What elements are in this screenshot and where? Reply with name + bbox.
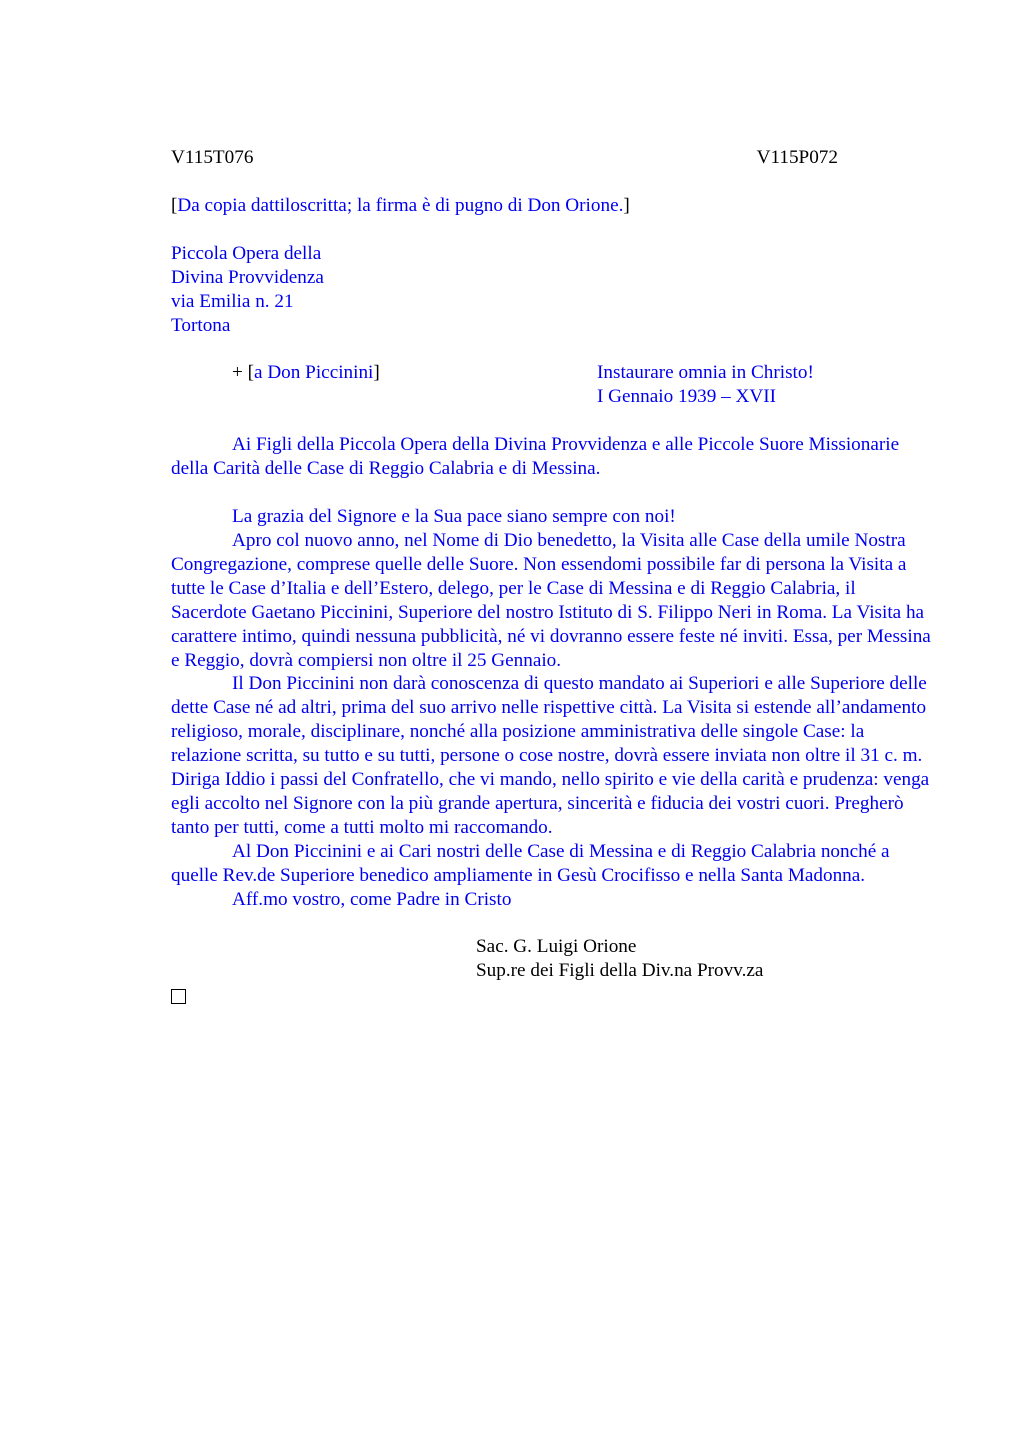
document-codes (171, 146, 931, 170)
letterhead-line: via Emilia n. 21 (171, 290, 294, 312)
salutation: Ai Figli della Piccola Opera della Divina Provvidenza e alle Piccole Suore Missionarie della Carità delle Case di Reggio Calabria e di Messina. (171, 434, 900, 480)
letterhead-line: Tortona (171, 314, 231, 336)
end-box-icon (171, 989, 186, 1004)
letter-page (171, 146, 931, 1004)
addressee-prefix: + [ (232, 362, 255, 384)
addressee-suffix: ] (373, 362, 380, 384)
motto-date (597, 361, 814, 409)
letterhead (171, 242, 931, 338)
source-note-text: Da copia dattiloscritta; la firma è di pugno di Don Orione. (177, 194, 624, 216)
signature-name: Sac. G. Luigi Orione (476, 936, 637, 958)
heading-block (171, 361, 931, 409)
letterhead-line: Piccola Opera della (171, 242, 322, 264)
source-note-close-bracket: ] (623, 194, 630, 216)
body-paragraph: Il Don Piccinini non darà conoscenza di questo mandato ai Superiori e alle Superiore delle dette Case né ad altri, prima del suo arrivo nelle rispettive città. La Visita si estende all’andamento religioso, morale, disciplinare, nonché alla posizione amministrativa delle singole Case: la relazione scritta, su tutto e su tutti, persone o cose nostre, dovrà essere inviata non oltre il 31 c. m. Diriga Iddio i passi del Confratello, che vi mando, nello spirito e vie della carità e prudenza: venga egli accolto nel Signore con la più grande apertura, sincerità e fiducia dei vostri cuori. Pregherò tanto per tutti, come a tutti molto mi raccomando. (171, 673, 930, 838)
signature-title: Sup.re dei Figli della Div.na Provv.za (476, 960, 764, 982)
addressee-name: a Don Piccinini (254, 362, 374, 384)
addressee (171, 361, 597, 409)
document-code-right: V115P072 (756, 147, 838, 168)
body-paragraph: Apro col nuovo anno, nel Nome di Dio benedetto, la Visita alle Case della umile Nostra Congregazione, comprese quelle delle Suore. Non essendomi possibile far di persona la Visita a tutte le Case d’Italia e dell’Estero, delego, per le Case di Messina e di Reggio Calabria, il Sacerdote Gaetano Piccinini, Superiore del nostro Istituto di S. Filippo Neri in Roma. La Visita ha carattere intimo, quindi nessuna pubblicità, né vi dovranno essere feste né inviti. Essa, per Messina e Reggio, dovrà compiersi non oltre il 25 Gennaio. (171, 529, 931, 671)
letter-body (171, 505, 931, 911)
letterhead-line: Divina Provvidenza (171, 266, 324, 288)
motto: Instaurare omnia in Christo! (597, 362, 814, 384)
source-note (171, 194, 931, 218)
signature-block (171, 935, 931, 983)
body-paragraph: La grazia del Signore e la Sua pace siano sempre con noi! (232, 506, 676, 528)
letter-date: I Gennaio 1939 – XVII (597, 386, 777, 408)
source-note-open-bracket: [ (171, 194, 178, 216)
closing-line: Aff.mo vostro, come Padre in Cristo (232, 888, 512, 910)
body-paragraph: Al Don Piccinini e ai Cari nostri delle Case di Messina e di Reggio Calabria nonché a quelle Rev.de Superiore benedico ampliamente in Gesù Crocifisso e nella Santa Madonna. (171, 840, 890, 886)
document-code-left: V115T076 (171, 147, 254, 168)
